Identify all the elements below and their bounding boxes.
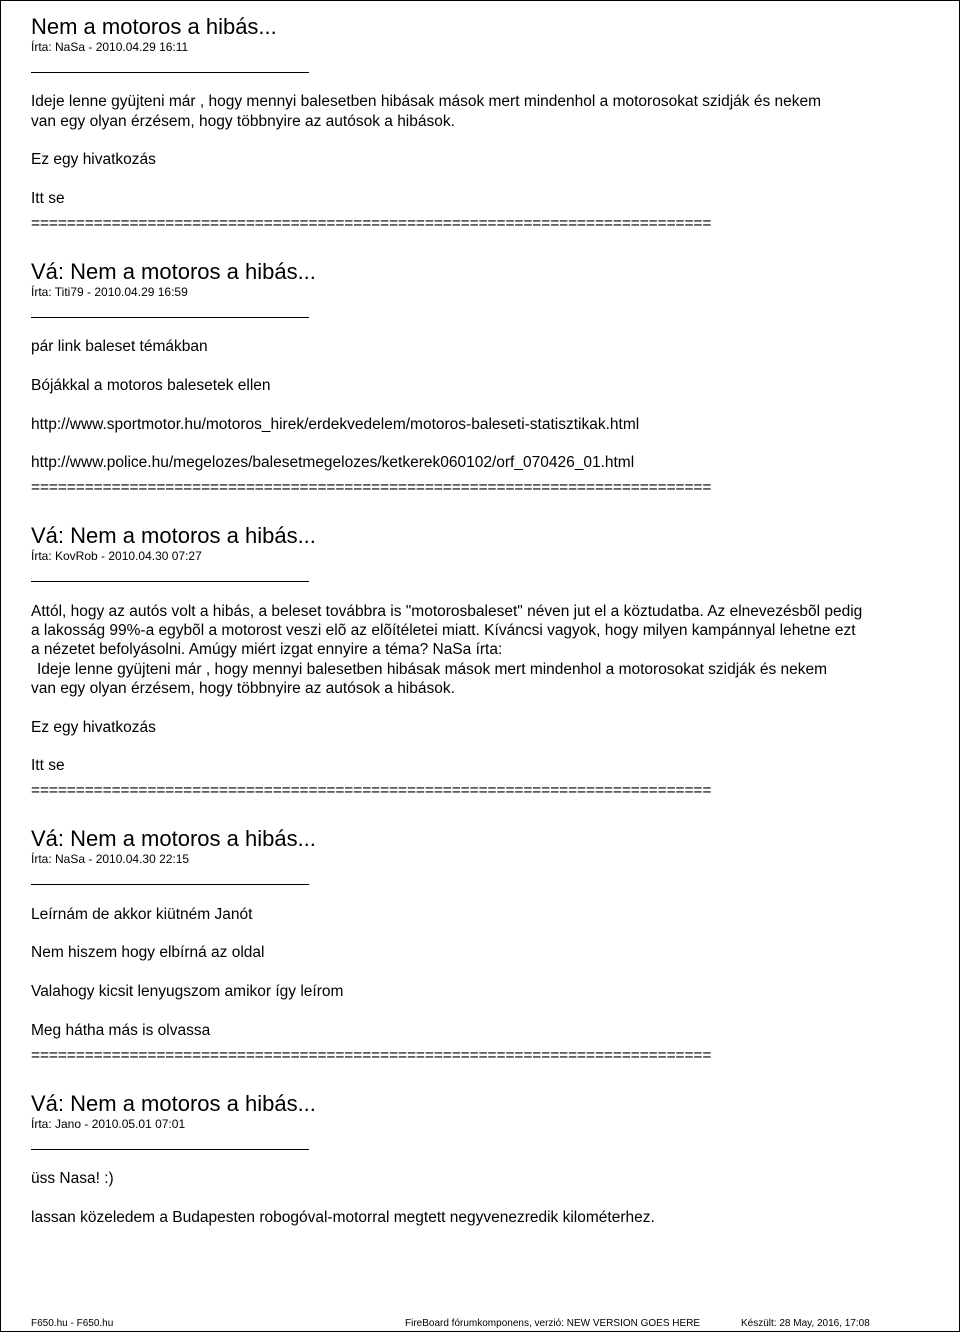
- footer-generated: Készült: 28 May, 2016, 17:08: [741, 1318, 870, 1329]
- post-meta: Írta: NaSa - 2010.04.29 16:11: [31, 40, 189, 54]
- forum-post: [31, 259, 931, 497]
- post-text: lassan közeledem a Budapesten robogóval-motorral megtett negyvenezredik kilométerhez.: [31, 1208, 655, 1226]
- post-title: Vá: Nem a motoros a hibás...: [31, 523, 316, 549]
- post-text: a lakosság 99%-a egybõl a motorost veszi elõ az elõítéletei miatt. Kíváncsi vagyok, hogy milyen kampánnyal lehetne ezt: [31, 622, 856, 640]
- post-link[interactable]: Ez egy hivatkozás: [31, 151, 156, 169]
- forum-post: [31, 1091, 931, 1227]
- footer-credit: FireBoard fórumkomponens, verzió: NEW VERSION GOES HERE: [405, 1318, 701, 1329]
- post-text: Leírnám de akkor kiütném Janót: [31, 905, 253, 923]
- post-title: Vá: Nem a motoros a hibás...: [31, 259, 316, 285]
- page-footer: [31, 1318, 931, 1330]
- post-text: Ideje lenne gyüjteni már , hogy mennyi balesetben hibásak mások mert mindenhol a motorosokat szidják és nekem: [31, 93, 822, 111]
- forum-post: [31, 826, 931, 1064]
- post-link[interactable]: Ez egy hivatkozás: [31, 718, 156, 736]
- post-separator: ============================================================================: [31, 479, 712, 497]
- post-separator: ============================================================================: [31, 215, 712, 233]
- post-link[interactable]: Bójákkal a motoros balesetek ellen: [31, 376, 271, 394]
- post-title: Vá: Nem a motoros a hibás...: [31, 826, 316, 852]
- post-meta: Írta: Jano - 2010.05.01 07:01: [31, 1116, 186, 1131]
- post-link[interactable]: http://www.police.hu/megelozes/balesetmegelozes/ketkerek060102/orf_070426_01.html: [31, 454, 635, 472]
- post-separator: ============================================================================: [31, 1046, 712, 1064]
- post-text: Valahogy kicsit lenyugszom amikor így leírom: [31, 982, 344, 1000]
- forum-post: [31, 14, 931, 233]
- post-separator: ============================================================================: [31, 782, 712, 800]
- post-link[interactable]: Itt se: [31, 757, 65, 775]
- footer-site: F650.hu - F650.hu: [31, 1318, 114, 1329]
- quote-text: Ideje lenne gyüjteni már , hogy mennyi balesetben hibásak mások mert mindenhol a motorosokat szidják és nekem: [37, 660, 828, 678]
- post-link[interactable]: http://www.sportmotor.hu/motoros_hirek/erdekvedelem/motoros-baleseti-statisztikak.html: [31, 415, 640, 433]
- post-text: Meg hátha más is olvassa: [31, 1021, 211, 1039]
- post-text: van egy olyan érzésem, hogy többnyire az autósok a hibások.: [31, 112, 455, 130]
- forum-thread: [31, 14, 931, 1227]
- forum-post: [31, 523, 931, 800]
- post-title: Vá: Nem a motoros a hibás...: [31, 1090, 316, 1116]
- post-meta: Írta: KovRob - 2010.04.30 07:27: [31, 549, 202, 564]
- post-text: üss Nasa! :): [31, 1170, 114, 1188]
- post-title: Nem a motoros a hibás...: [31, 14, 277, 39]
- post-text: Attól, hogy az autós volt a hibás, a beleset továbbra is "motorosbaleset" néven jut el a köztudatba. Az elnevezésbõl pedig: [31, 602, 863, 620]
- post-meta: Írta: Titi79 - 2010.04.29 16:59: [31, 285, 188, 300]
- post-text: a nézetet befolyásolni. Amúgy miért izgat ennyire a téma? NaSa írta:: [31, 641, 503, 659]
- quote-text: van egy olyan érzésem, hogy többnyire az autósok a hibások.: [31, 679, 455, 697]
- post-link[interactable]: Itt se: [31, 189, 65, 207]
- post-text: Nem hiszem hogy elbírná az oldal: [31, 944, 265, 962]
- post-text: pár link baleset témákban: [31, 338, 208, 356]
- post-meta: Írta: NaSa - 2010.04.30 22:15: [31, 852, 190, 867]
